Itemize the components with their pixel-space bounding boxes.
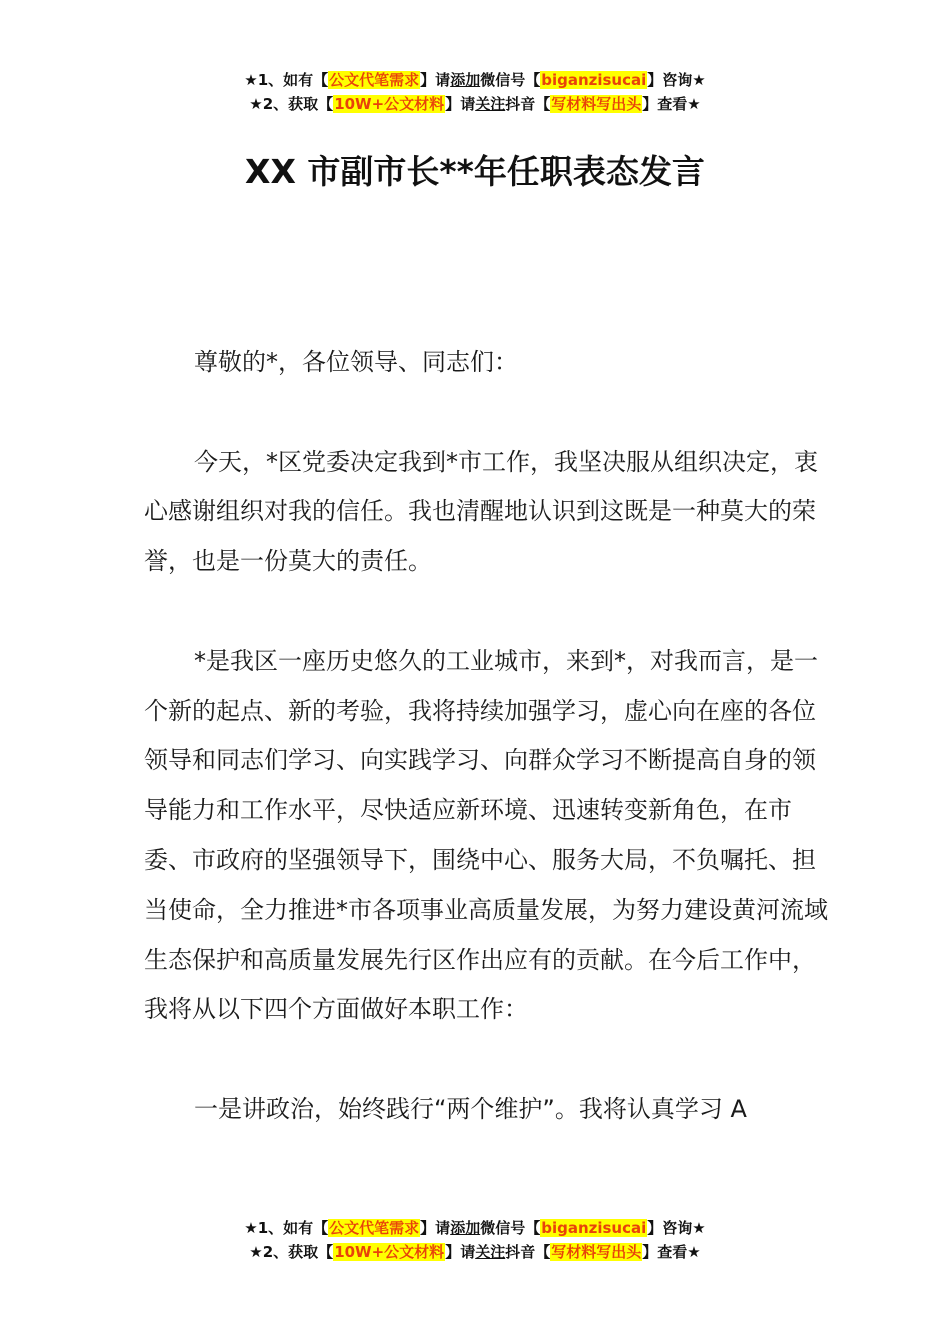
banner-text: ★1、如有【 (244, 1219, 329, 1237)
banner-text: ★1、如有【 (244, 71, 329, 89)
banner-highlight-douyin: 写材料写出头 (551, 1243, 642, 1261)
banner-text: 】请 (445, 95, 476, 113)
banner-text: 微信号【 (480, 71, 541, 89)
banner-emphasis: 关注 (475, 95, 506, 113)
header-banner (0, 68, 950, 116)
banner-text: 】咨询★ (647, 71, 706, 89)
banner-text: 抖音【 (505, 95, 551, 113)
banner-text: ★2、获取【 (249, 1243, 334, 1261)
banner-text: 】请 (420, 1219, 451, 1237)
banner-text: 】咨询★ (647, 1219, 706, 1237)
footer-banner (0, 1216, 950, 1264)
banner-highlight-douyin: 写材料写出头 (551, 95, 642, 113)
banner-emphasis: 关注 (475, 1243, 506, 1261)
banner-highlight-wechat: biganzisucai (541, 1219, 647, 1237)
banner-text: 】查看★ (642, 1243, 701, 1261)
banner-text: 抖音【 (505, 1243, 551, 1261)
banner-line-1 (0, 68, 950, 92)
salutation-paragraph: 尊敬的*，各位领导、同志们： (194, 348, 518, 376)
body-paragraph: 今天，*区党委决定我到*市工作，我坚决服从组织决定，衷心感谢组织对我的信任。我也清醒地认识到这既是一种莫大的荣誉，也是一份莫大的责任。 (144, 447, 818, 576)
banner-highlight-wechat: biganzisucai (541, 71, 647, 89)
banner-highlight: 公文代笔需求 (329, 1219, 420, 1237)
banner-highlight: 10W+公文材料 (334, 1243, 445, 1261)
banner-text: 微信号【 (480, 1219, 541, 1237)
document-title: XX 市副市长**年任职表态发言 (245, 152, 705, 191)
banner-text: 】请 (445, 1243, 476, 1261)
document-body (144, 338, 834, 1135)
banner-text: ★2、获取【 (249, 95, 334, 113)
banner-line-1 (0, 1216, 950, 1240)
banner-emphasis: 添加 (450, 1219, 481, 1237)
banner-line-2 (0, 1240, 950, 1264)
banner-highlight: 公文代笔需求 (329, 71, 420, 89)
banner-emphasis: 添加 (450, 71, 481, 89)
body-paragraph: 一是讲政治，始终践行“两个维护”。我将认真学习 A (194, 1094, 747, 1123)
banner-line-2 (0, 92, 950, 116)
banner-text: 】请 (420, 71, 451, 89)
body-paragraph: *是我区一座历史悠久的工业城市，来到*，对我而言，是一个新的起点、新的考验，我将持续加强学习，虚心向在座的各位领导和同志们学习、向实践学习、向群众学习不断提高自身的领导能力和工作水平，尽快适应新环境、迅速转变新角色，在市委、市政府的坚强领导下，围绕中心、服务大局，不负嘱托、担当使命，全力推进*市各项事业高质量发展，为努力建设黄河流域生态保护和高质量发展先行区作出应有的贡献。在今后工作中，我将从以下四个方面做好本职工作： (144, 646, 828, 1024)
banner-text: 】查看★ (642, 95, 701, 113)
banner-highlight: 10W+公文材料 (334, 95, 445, 113)
